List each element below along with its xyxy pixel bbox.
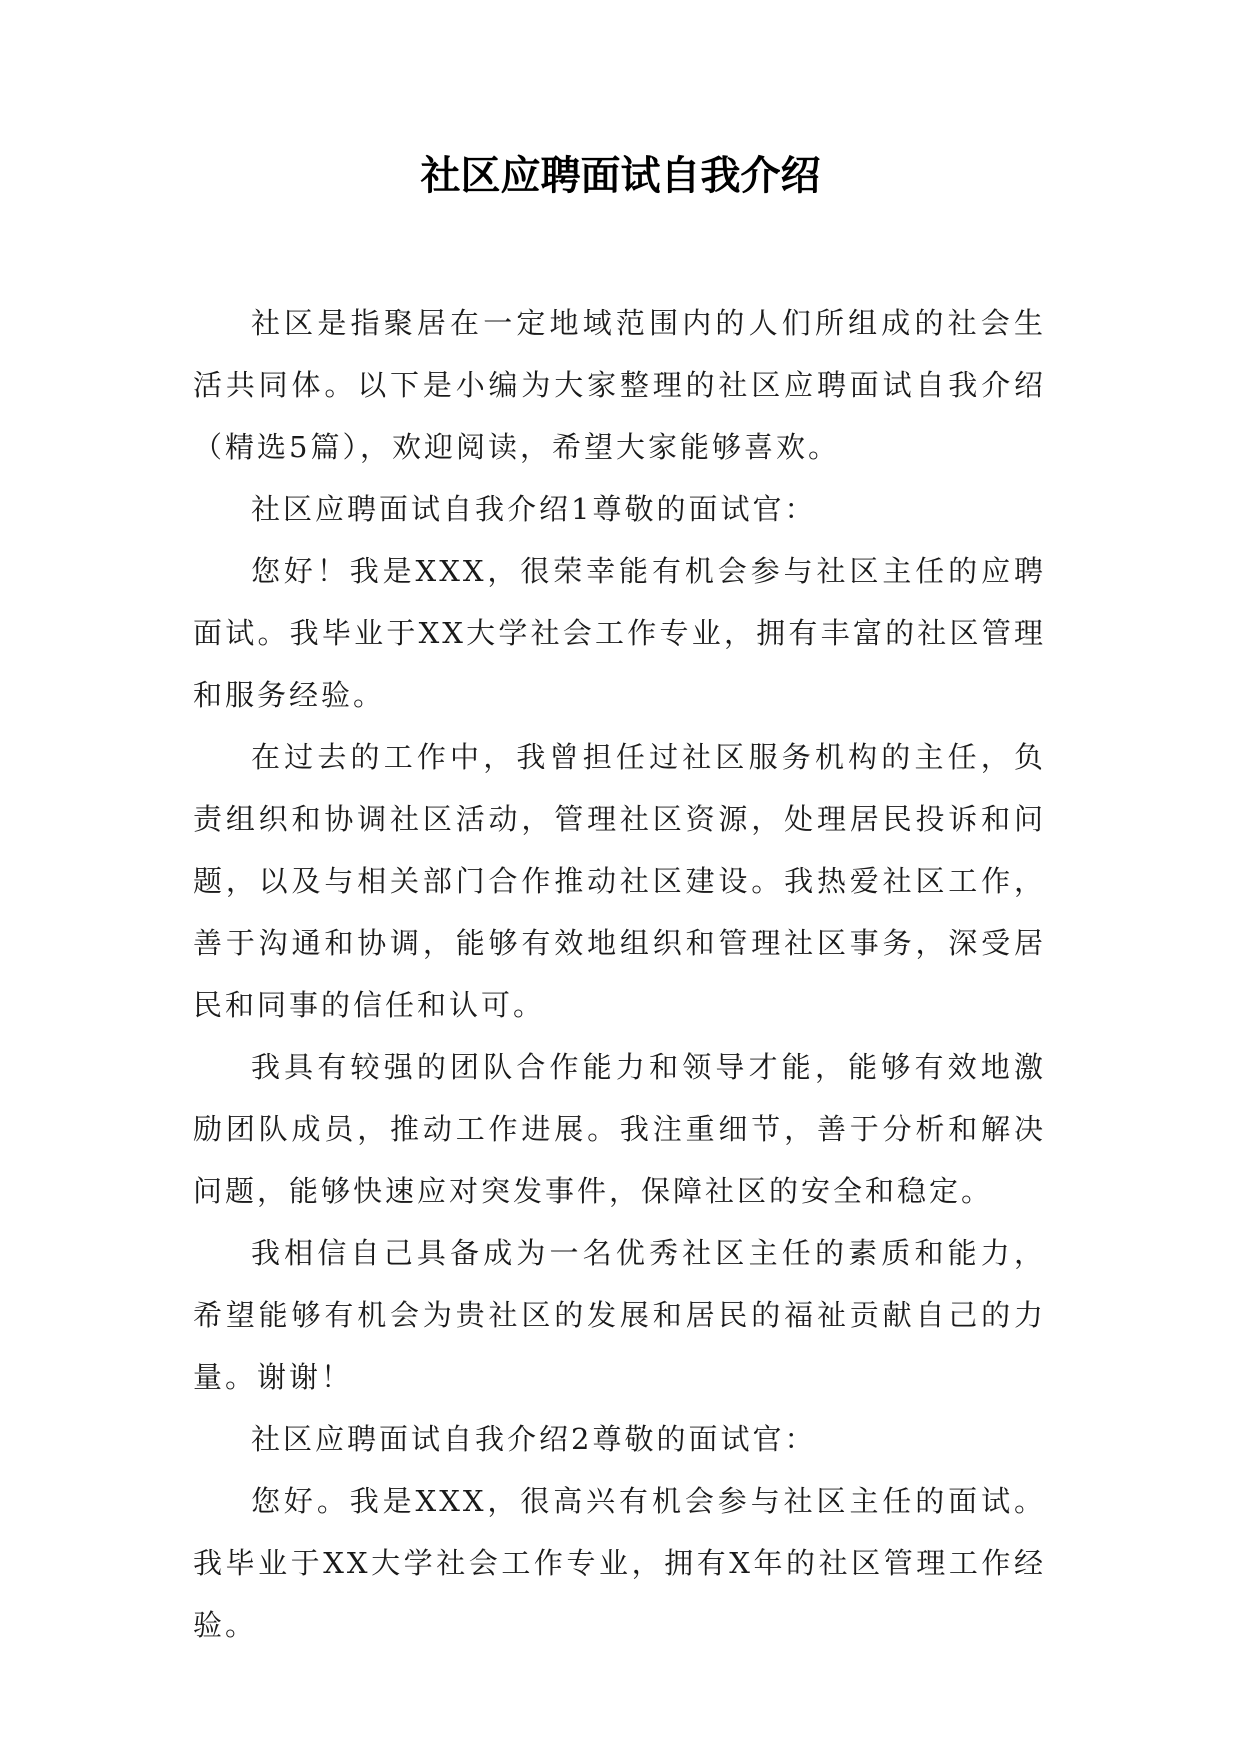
paragraph-section-1-heading: 社区应聘面试自我介绍1尊敬的面试官： [251,492,817,526]
paragraph-greeting-2: 您好。我是XXX，很高兴有机会参与社区主任的面试。我毕业于XX大学社会工作专业，拥有X年的社区管理工作经验。 [193,1484,1046,1642]
paragraph-section-2-heading: 社区应聘面试自我介绍2尊敬的面试官： [251,1422,817,1456]
paragraph-greeting-1: 您好！我是XXX，很荣幸能有机会参与社区主任的应聘面试。我毕业于XX大学社会工作专业，拥有丰富的社区管理和服务经验。 [193,554,1046,712]
paragraph-intro: 社区是指聚居在一定地域范围内的人们所组成的社会生活共同体。以下是小编为大家整理的社区应聘面试自我介绍（精选5篇），欢迎阅读，希望大家能够喜欢。 [193,306,1046,464]
paragraph-experience: 在过去的工作中，我曾担任过社区服务机构的主任，负责组织和协调社区活动，管理社区资源，处理居民投诉和问题，以及与相关部门合作推动社区建设。我热爱社区工作，善于沟通和协调，能够有效地组织和管理社区事务，深受居民和同事的信任和认可。 [193,740,1046,1022]
paragraph-abilities: 我具有较强的团队合作能力和领导才能，能够有效地激励团队成员，推动工作进展。我注重细节，善于分析和解决问题，能够快速应对突发事件，保障社区的安全和稳定。 [193,1050,1046,1208]
document-title: 社区应聘面试自我介绍 [420,152,821,199]
paragraph-closing: 我相信自己具备成为一名优秀社区主任的素质和能力，希望能够有机会为贵社区的发展和居民的福祉贡献自己的力量。谢谢！ [193,1236,1046,1394]
document-body [193,292,1046,1656]
